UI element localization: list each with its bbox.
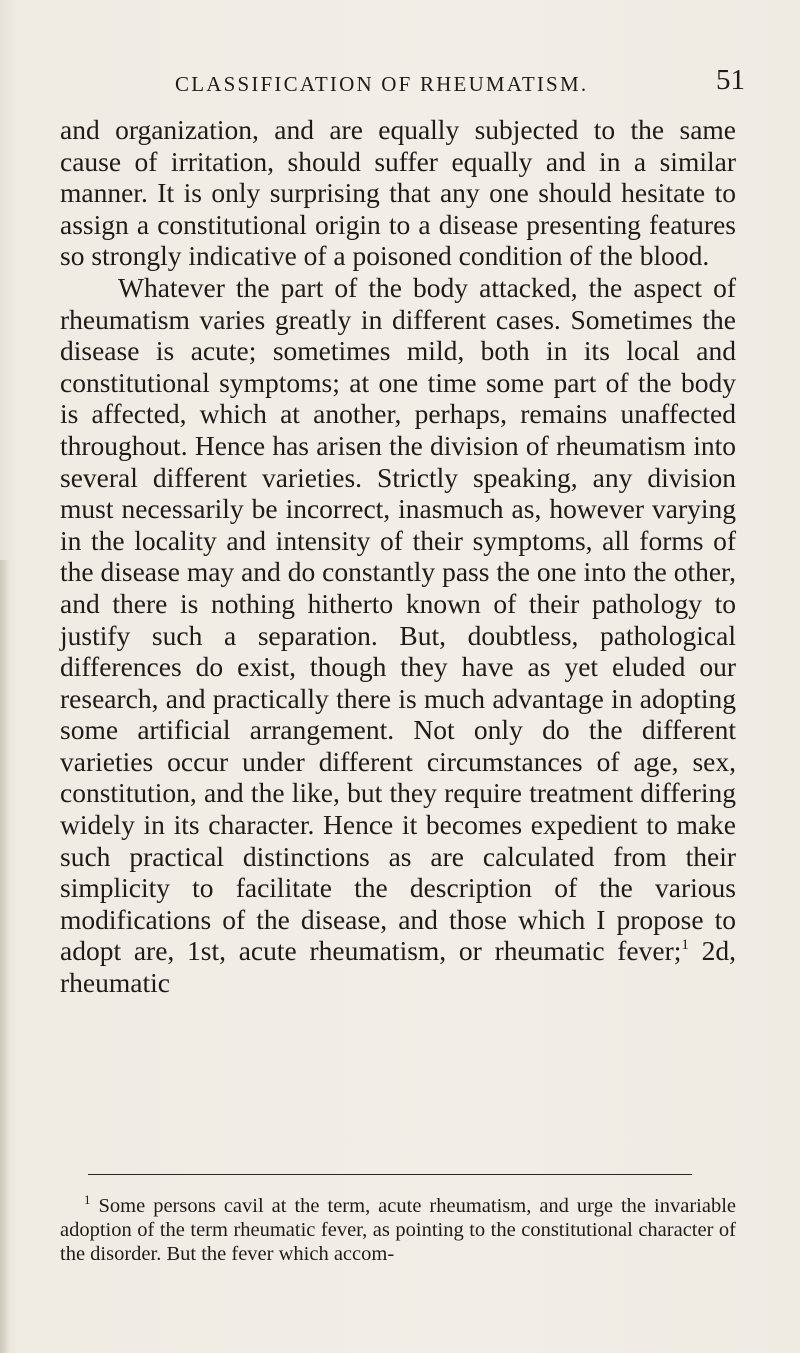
- footnote-divider: [88, 1174, 692, 1175]
- footnote-text: Some persons cavil at the term, acute rheumatism, and urge the invariable adoption of the term rheumatic fever, as pointing to the constitutional character of the disorder. But the fever which accom-: [60, 1195, 736, 1265]
- paragraph-2-text: Whatever the part of the body attacked, the aspect of rheumatism varies greatly in different cases. Sometimes the disease is acute; sometimes mild, both in its local and constitutional symptoms; at one time some part of the body is affected, which at another, perhaps, remains unaffected throughout. Hence has arisen the division of rheumatism into several different varieties. Strictly speaking, any division must necessarily be incorrect, inasmuch as, however varying in the locality and intensity of their symptoms, all forms of the disease may and do constantly pass the one into the other, and there is nothing hitherto known of their pathology to justify such a separation. But, doubtless, pathological differences do exist, though they have as yet eluded our research, and practically there is much advantage in adopting some artificial arrangement. Not only do the different varieties occur under different circumstances of age, sex, constitution, and the like, but they require treatment differing widely in its character. Hence it becomes expedient to make such practical distinctions as are calculated from their simplicity to facilitate the description of the various modifications of the disease, and those which I propose to adopt are, 1st, acute rheumatism, or rheumatic fever;: [60, 271, 736, 967]
- body-text: [60, 114, 736, 999]
- running-head: CLASSIFICATION OF RHEUMATISM.: [175, 72, 589, 96]
- paragraph-2-continuation: 2d, rheumatic: [60, 935, 737, 999]
- page-number: 51: [716, 64, 745, 96]
- footnote-marker: 1: [84, 1192, 91, 1207]
- gutter-shadow: [0, 560, 10, 1353]
- footnote-reference: 1: [681, 937, 689, 954]
- paragraph-2: [60, 272, 736, 999]
- paragraph-1: and organization, and are equally subjected to the same cause of irritation, should suffer equally and in a similar manner. It is only surprising that any one should hesitate to assign a constitutional origin to a disease presenting features so strongly indicative of a poisoned condition of the blood.: [60, 114, 736, 272]
- footnote: [60, 1194, 736, 1266]
